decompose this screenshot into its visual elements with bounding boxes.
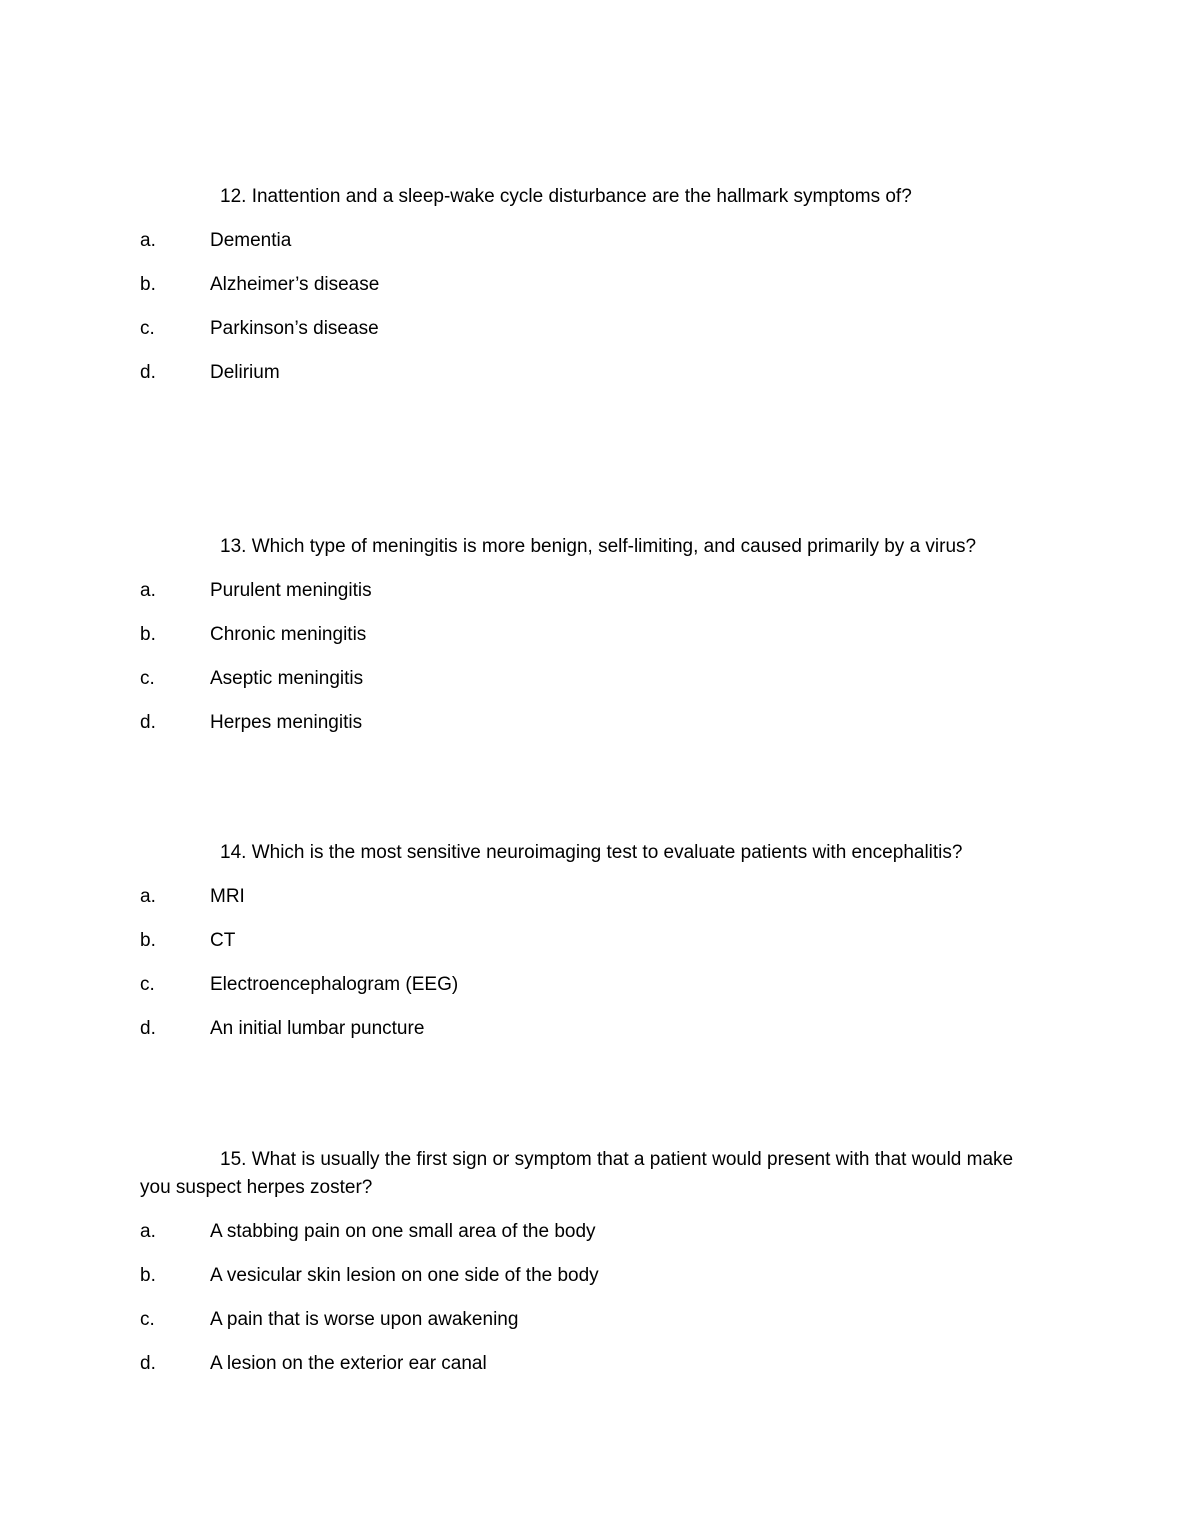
answer-options — [140, 1202, 1020, 1378]
option-text: A vesicular skin lesion on one side of the body — [210, 1265, 599, 1286]
answer-option — [140, 1290, 1020, 1334]
option-letter: a. — [140, 1221, 156, 1242]
option-letter: d. — [140, 1018, 156, 1039]
option-letter: d. — [140, 362, 156, 383]
option-letter: c. — [140, 318, 155, 339]
option-letter: c. — [140, 974, 155, 995]
option-text: Dementia — [210, 230, 292, 251]
option-text: Aseptic meningitis — [210, 668, 364, 689]
option-text: Delirium — [210, 362, 280, 383]
question-13 — [140, 533, 1020, 737]
question-stem: 15. What is usually the first sign or symptom that a patient would present with that would make you suspect herpes zoster? — [140, 1149, 1014, 1198]
option-letter: d. — [140, 1353, 156, 1374]
answer-option — [140, 911, 1020, 955]
option-letter: a. — [140, 580, 156, 601]
answer-options — [140, 211, 1020, 387]
option-text: Chronic meningitis — [210, 624, 367, 645]
answer-option — [140, 211, 1020, 255]
option-letter: a. — [140, 886, 156, 907]
option-text: Herpes meningitis — [210, 712, 363, 733]
answer-option — [140, 1202, 1020, 1246]
option-letter: c. — [140, 668, 155, 689]
answer-option — [140, 299, 1020, 343]
answer-option — [140, 343, 1020, 387]
question-14 — [140, 839, 1020, 1043]
option-text: Parkinson’s disease — [210, 318, 379, 339]
option-letter: a. — [140, 230, 156, 251]
answer-option — [140, 1334, 1020, 1378]
answer-option — [140, 561, 1020, 605]
option-text: CT — [210, 930, 236, 951]
question-15 — [140, 1146, 1020, 1378]
option-text: A pain that is worse upon awakening — [210, 1309, 519, 1330]
answer-option — [140, 255, 1020, 299]
option-text: Alzheimer’s disease — [210, 274, 380, 295]
option-text: A stabbing pain on one small area of the body — [210, 1221, 596, 1242]
answer-option — [140, 867, 1020, 911]
answer-option — [140, 693, 1020, 737]
answer-option — [140, 1246, 1020, 1290]
question-12 — [140, 183, 1020, 387]
answer-option — [140, 955, 1020, 999]
option-letter: b. — [140, 624, 156, 645]
answer-option — [140, 605, 1020, 649]
option-text: An initial lumbar puncture — [210, 1018, 425, 1039]
answer-option — [140, 999, 1020, 1043]
option-text: MRI — [210, 886, 245, 907]
option-text: A lesion on the exterior ear canal — [210, 1353, 487, 1374]
option-letter: b. — [140, 1265, 156, 1286]
answer-options — [140, 867, 1020, 1043]
option-letter: d. — [140, 712, 156, 733]
question-stem: 12. Inattention and a sleep-wake cycle disturbance are the hallmark symptoms of? — [220, 186, 912, 207]
option-letter: c. — [140, 1309, 155, 1330]
option-text: Electroencephalogram (EEG) — [210, 974, 459, 995]
answer-option — [140, 649, 1020, 693]
question-stem: 14. Which is the most sensitive neuroimaging test to evaluate patients with encephalitis? — [220, 842, 963, 863]
option-letter: b. — [140, 274, 156, 295]
question-stem: 13. Which type of meningitis is more benign, self-limiting, and caused primarily by a virus? — [220, 536, 977, 557]
option-text: Purulent meningitis — [210, 580, 372, 601]
option-letter: b. — [140, 930, 156, 951]
answer-options — [140, 561, 1020, 737]
